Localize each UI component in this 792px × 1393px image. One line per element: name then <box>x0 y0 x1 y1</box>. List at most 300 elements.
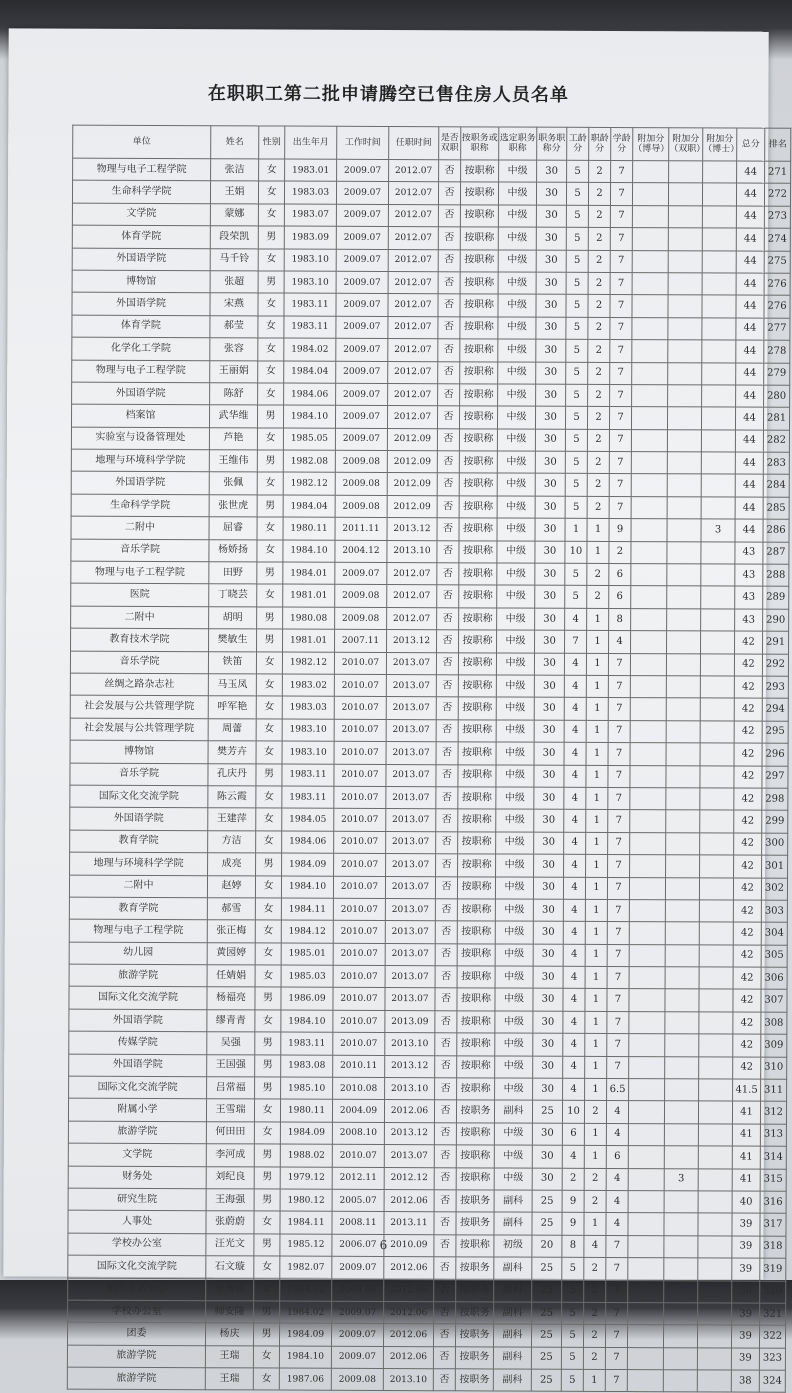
table-cell: 女 <box>258 338 284 361</box>
table-cell: 否 <box>438 361 460 383</box>
table-cell: 30 <box>533 877 563 900</box>
table-cell <box>667 609 701 632</box>
table-cell: 国际文化交流学院 <box>68 1255 206 1278</box>
table-cell: 按职称 <box>458 832 496 855</box>
table-cell: 4 <box>563 877 585 899</box>
table-cell: 4 <box>564 675 586 697</box>
table-cell: 1984.10 <box>283 540 335 563</box>
table-cell: 中级 <box>497 473 535 496</box>
table-cell: 1983.08 <box>281 1055 333 1078</box>
table-cell: 否 <box>439 160 461 182</box>
table-cell: 30 <box>534 809 564 832</box>
table-cell: 42 <box>734 654 762 677</box>
table-cell: 2 <box>588 183 610 205</box>
table-cell: 物理与电子工程学院 <box>71 561 209 584</box>
table-cell: 副科 <box>494 1302 532 1325</box>
table-cell: 中级 <box>495 876 533 899</box>
table-cell: 30 <box>533 1056 563 1079</box>
table-cell: 7 <box>607 922 629 944</box>
table-cell: 按职称 <box>456 1145 494 1168</box>
table-cell: 中级 <box>495 1056 533 1079</box>
table-cell: 1985.05 <box>283 428 335 451</box>
table-cell: 生命科学学院 <box>71 494 209 517</box>
table-cell: 2013.12 <box>387 518 437 541</box>
table-cell <box>630 810 666 833</box>
table-cell: 44 <box>736 228 764 251</box>
table-cell: 30 <box>535 429 565 452</box>
table-cell <box>628 1191 664 1214</box>
table-cell: 1 <box>586 720 608 742</box>
table-cell: 7 <box>610 317 632 339</box>
table-cell: 2012.09 <box>387 473 437 496</box>
table-cell: 7 <box>606 1280 628 1302</box>
table-cell <box>664 1124 698 1147</box>
table-cell: 7 <box>607 989 629 1011</box>
table-cell: 体育学院 <box>72 315 210 338</box>
table-cell: 9 <box>609 519 631 541</box>
table-cell: 男 <box>257 629 283 652</box>
table-cell: 303 <box>761 900 787 923</box>
table-cell <box>667 519 701 542</box>
table-cell: 国际文化交流学院 <box>69 987 207 1010</box>
table-cell: 陈云霞 <box>208 786 256 809</box>
table-cell: 30 <box>533 1078 563 1101</box>
table-cell: 7 <box>605 1325 627 1347</box>
table-cell: 丁晓芸 <box>209 584 257 607</box>
table-cell: 9 <box>562 1213 584 1235</box>
table-cell: 4 <box>564 832 586 854</box>
table-cell <box>699 922 733 945</box>
table-cell: 1 <box>585 989 607 1011</box>
table-cell: 国际文化交流学院 <box>70 785 208 808</box>
table-cell: 7 <box>607 1056 629 1078</box>
column-header: 性别 <box>259 126 285 159</box>
table-cell: 中级 <box>496 675 534 698</box>
table-cell: 1 <box>583 1369 605 1391</box>
table-cell: 7 <box>610 362 632 384</box>
table-cell: 中级 <box>498 227 536 250</box>
table-cell <box>629 967 665 990</box>
table-cell: 285 <box>763 497 789 520</box>
table-cell: 30 <box>533 1011 563 1034</box>
table-cell: 7 <box>607 877 629 899</box>
table-cell: 42 <box>734 810 762 833</box>
table-cell: 4 <box>563 1078 585 1100</box>
table-cell: 317 <box>760 1213 786 1236</box>
table-row <box>71 404 789 430</box>
column-header: 附加分（双职） <box>669 128 703 161</box>
column-header: 工龄分 <box>567 127 589 160</box>
table-cell <box>627 1370 663 1393</box>
table-cell: 4 <box>563 1034 585 1056</box>
table-cell: 7 <box>608 832 630 854</box>
table-cell: 按职务 <box>455 1324 493 1347</box>
table-cell: 女 <box>256 831 282 854</box>
table-cell: 41 <box>732 1169 760 1192</box>
table-cell: 否 <box>437 540 459 562</box>
table-cell: 王建萍 <box>208 808 256 831</box>
table-cell: 1 <box>587 608 609 630</box>
table-cell: 1 <box>587 541 609 563</box>
table-cell: 按职称 <box>459 540 497 563</box>
table-cell: 2 <box>588 272 610 294</box>
table-cell: 2010.07 <box>333 921 385 944</box>
table-cell: 按职称 <box>458 675 496 698</box>
table-cell: 否 <box>436 697 458 719</box>
table-cell: 按职称 <box>459 496 497 519</box>
table-cell: 中级 <box>495 988 533 1011</box>
table-cell: 1984.05 <box>282 808 334 831</box>
table-cell <box>703 161 737 184</box>
table-cell: 按职称 <box>458 697 496 720</box>
table-row <box>68 1166 786 1192</box>
table-cell: 体育学院 <box>72 225 210 248</box>
table-cell <box>666 743 700 766</box>
table-cell: 301 <box>762 855 788 878</box>
table-cell: 8 <box>609 608 631 630</box>
table-cell: 2004.09 <box>332 1100 384 1123</box>
table-cell: 刘纪良 <box>206 1166 254 1189</box>
table-cell: 女 <box>254 1256 280 1279</box>
table-cell: 274 <box>764 228 790 251</box>
table-cell: 42 <box>733 1012 761 1035</box>
table-cell: 2 <box>584 1280 606 1302</box>
table-cell: 否 <box>436 764 458 786</box>
table-row <box>72 315 790 341</box>
table-cell: 7 <box>610 384 632 406</box>
table-cell: 5 <box>561 1369 583 1391</box>
table-cell: 277 <box>764 318 790 341</box>
table-cell: 30 <box>534 720 564 743</box>
table-cell: 按职称 <box>456 1167 494 1190</box>
table-cell: 否 <box>434 1257 456 1279</box>
table-cell: 7 <box>610 272 632 294</box>
table-cell <box>631 631 667 654</box>
table-row <box>68 1099 786 1125</box>
table-cell: 田野 <box>209 562 257 585</box>
table-cell: 2012.07 <box>387 406 437 429</box>
table-cell: 中级 <box>498 317 536 340</box>
table-cell: 39 <box>732 1258 760 1281</box>
table-cell: 7 <box>605 1347 627 1369</box>
table-cell <box>668 250 702 273</box>
table-cell: 任婧娟 <box>207 965 255 988</box>
table-cell: 1988.02 <box>280 1144 332 1167</box>
table-cell: 1 <box>586 832 608 854</box>
table-cell <box>631 608 667 631</box>
table-cell: 30 <box>535 586 565 609</box>
table-cell: 293 <box>762 676 788 699</box>
table-cell <box>701 564 735 587</box>
table-cell: 2 <box>587 563 609 585</box>
table-cell: 2009.07 <box>337 159 389 182</box>
table-cell: 否 <box>436 719 458 741</box>
table-row <box>68 1121 786 1147</box>
table-cell: 1 <box>585 1056 607 1078</box>
table-cell: 1983.11 <box>281 1032 333 1055</box>
table-cell: 外国语学院 <box>72 382 210 405</box>
table-cell: 2010.07 <box>334 697 386 720</box>
table-cell: 音乐学院 <box>70 651 208 674</box>
table-cell <box>697 1325 731 1348</box>
table-cell <box>665 967 699 990</box>
table-cell: 按职称 <box>458 742 496 765</box>
table-cell: 蒙娜 <box>210 204 258 227</box>
table-cell: 按职称 <box>460 339 498 362</box>
table-cell: 4 <box>564 854 586 876</box>
table-cell: 否 <box>438 249 460 271</box>
table-cell: 女 <box>253 1368 279 1391</box>
column-header: 选定职务职称 <box>499 127 537 160</box>
table-cell: 42 <box>733 945 761 968</box>
table-cell <box>700 833 734 856</box>
table-cell: 物理与电子工程学院 <box>73 158 211 181</box>
table-cell: 4 <box>564 787 586 809</box>
table-cell: 30 <box>536 227 566 250</box>
table-cell: 2013.10 <box>383 1369 433 1392</box>
table-cell: 30 <box>533 966 563 989</box>
table-cell: 1983.01 <box>285 159 337 182</box>
table-cell: 1983.11 <box>284 316 336 339</box>
table-cell <box>663 1370 697 1393</box>
table-cell: 7 <box>607 944 629 966</box>
table-cell: 1984.01 <box>283 562 335 585</box>
table-cell: 2010.08 <box>333 1077 385 1100</box>
table-cell: 2013.07 <box>385 966 435 989</box>
table-cell: 1982.08 <box>283 450 335 473</box>
table-cell: 物理与电子工程学院 <box>69 919 207 942</box>
table-cell <box>668 183 702 206</box>
table-cell: 39 <box>731 1325 759 1348</box>
table-cell: 7 <box>608 675 630 697</box>
table-cell <box>666 720 700 743</box>
table-cell: 女 <box>255 1010 281 1033</box>
table-cell: 5 <box>566 205 588 227</box>
table-cell: 成亮 <box>208 853 256 876</box>
table-cell: 4 <box>584 1235 606 1257</box>
table-cell: 1 <box>585 1011 607 1033</box>
table-cell: 42 <box>733 1034 761 1057</box>
table-cell: 1984.10 <box>283 405 335 428</box>
table-cell: 否 <box>437 630 459 652</box>
table-cell: 2009.07 <box>336 294 388 317</box>
page-number: 6 <box>379 1237 388 1253</box>
table-cell: 5 <box>561 1347 583 1369</box>
table-cell: 30 <box>534 742 564 765</box>
table-cell: 张正梅 <box>207 920 255 943</box>
table-row <box>67 1367 785 1393</box>
table-cell: 25 <box>532 1101 562 1124</box>
table-cell: 4 <box>606 1123 628 1145</box>
table-cell: 2012.09 <box>387 451 437 474</box>
table-cell: 中级 <box>497 451 535 474</box>
table-cell: 2012.06 <box>383 1324 433 1347</box>
table-cell: 2010.07 <box>333 965 385 988</box>
table-cell <box>667 452 701 475</box>
table-cell: 师安隆 <box>206 1301 254 1324</box>
table-cell: 1982.07 <box>280 1256 332 1279</box>
table-cell: 按职称 <box>460 205 498 228</box>
table-cell: 按职称 <box>460 272 498 295</box>
table-cell: 否 <box>436 831 458 853</box>
table-cell: 按职称 <box>459 585 497 608</box>
table-cell: 1986.09 <box>281 987 333 1010</box>
table-cell: 男 <box>257 607 283 630</box>
table-cell: 2010.07 <box>333 876 385 899</box>
table-cell <box>666 788 700 811</box>
table-cell: 7 <box>607 967 629 989</box>
table-cell <box>698 1168 732 1191</box>
table-cell <box>630 788 666 811</box>
table-cell: 42 <box>733 922 761 945</box>
table-cell <box>628 1123 664 1146</box>
table-cell: 武华维 <box>209 405 257 428</box>
table-cell: 1983.07 <box>284 204 336 227</box>
table-cell: 5 <box>566 272 588 294</box>
table-cell: 2012.07 <box>388 204 438 227</box>
table-cell: 1984.09 <box>279 1323 331 1346</box>
table-cell <box>701 586 735 609</box>
table-cell <box>630 653 666 676</box>
table-cell: 中级 <box>496 832 534 855</box>
table-cell: 博物馆 <box>70 740 208 763</box>
table-cell: 2009.07 <box>336 249 388 272</box>
table-cell <box>664 1280 698 1303</box>
table-cell: 按职称 <box>459 451 497 474</box>
table-cell: 音乐学院 <box>70 763 208 786</box>
table-cell: 外国语学院 <box>69 1054 207 1077</box>
table-cell: 318 <box>760 1236 786 1259</box>
table-cell: 25 <box>532 1280 562 1303</box>
table-cell: 男 <box>253 1323 279 1346</box>
table-cell: 马玉凤 <box>208 674 256 697</box>
table-cell: 二附中 <box>71 516 209 539</box>
table-cell: 4 <box>563 989 585 1011</box>
table-cell: 5 <box>566 339 588 361</box>
table-cell: 9 <box>562 1190 584 1212</box>
table-row <box>69 1054 787 1080</box>
table-row <box>70 763 788 789</box>
table-cell: 女 <box>256 674 282 697</box>
table-cell <box>701 631 735 654</box>
table-cell: 文学院 <box>68 1143 206 1166</box>
table-cell: 1983.02 <box>282 674 334 697</box>
table-cell: 7 <box>608 720 630 742</box>
table-cell: 1980.11 <box>283 517 335 540</box>
table-cell: 2009.07 <box>336 361 388 384</box>
table-cell <box>668 228 702 251</box>
table-cell: 1 <box>586 810 608 832</box>
table-cell: 39 <box>731 1348 759 1371</box>
table-row <box>68 1143 786 1169</box>
table-cell: 30 <box>532 1145 562 1168</box>
table-cell: 幼儿园 <box>69 942 207 965</box>
table-cell: 旅游学院 <box>67 1345 205 1368</box>
table-cell: 5 <box>565 429 587 451</box>
table-cell: 5 <box>565 496 587 518</box>
table-cell <box>699 1012 733 1035</box>
table-cell: 4 <box>563 944 585 966</box>
table-cell: 2012.06 <box>384 1189 434 1212</box>
table-cell: 7 <box>607 1011 629 1033</box>
table-cell: 2010.07 <box>333 1010 385 1033</box>
table-cell: 278 <box>764 340 790 363</box>
table-cell <box>632 295 668 318</box>
table-cell: 323 <box>759 1348 785 1371</box>
table-cell: 男 <box>255 987 281 1010</box>
table-cell <box>667 564 701 587</box>
table-cell: 44 <box>735 474 763 497</box>
table-cell: 2012.11 <box>332 1167 384 1190</box>
table-cell: 芦艳 <box>209 427 257 450</box>
table-cell: 2010.07 <box>334 719 386 742</box>
table-row <box>70 740 788 766</box>
table-cell: 299 <box>762 810 788 833</box>
table-cell: 30 <box>535 451 565 474</box>
table-cell: 30 <box>532 1123 562 1146</box>
table-cell: 黄园婷 <box>207 942 255 965</box>
table-cell: 310 <box>761 1057 787 1080</box>
table-cell: 按职称 <box>458 720 496 743</box>
table-cell: 2012.07 <box>389 160 439 183</box>
table-cell: 否 <box>436 652 458 674</box>
table-cell: 282 <box>763 430 789 453</box>
table-cell: 7 <box>608 765 630 787</box>
table-cell: 按职务 <box>455 1347 493 1370</box>
table-cell: 方洁 <box>208 830 256 853</box>
table-cell: 中级 <box>494 1145 532 1168</box>
table-cell: 初级 <box>494 1235 532 1258</box>
table-cell: 2013.07 <box>386 652 436 675</box>
table-cell <box>702 318 736 341</box>
table-cell: 女 <box>254 1122 280 1145</box>
table-cell: 女 <box>259 159 285 182</box>
table-cell: 中级 <box>495 1078 533 1101</box>
table-cell: 否 <box>438 384 460 406</box>
table-cell: 42 <box>733 878 761 901</box>
table-cell: 人事处 <box>68 1210 206 1233</box>
table-cell: 20 <box>532 1235 562 1258</box>
table-cell <box>701 430 735 453</box>
table-cell: 否 <box>434 1167 456 1189</box>
table-cell: 7 <box>608 653 630 675</box>
table-cell: 樊敏生 <box>209 629 257 652</box>
table-cell: 按职务 <box>456 1302 494 1325</box>
table-cell: 2010.07 <box>334 652 386 675</box>
table-cell: 2012.07 <box>388 271 438 294</box>
table-cell: 316 <box>760 1191 786 1214</box>
table-cell <box>632 250 668 273</box>
table-cell: 周蕾 <box>208 718 256 741</box>
table-cell <box>666 698 700 721</box>
table-cell: 女 <box>256 696 282 719</box>
table-cell: 1984.09 <box>280 1122 332 1145</box>
table-cell: 女 <box>256 808 282 831</box>
table-cell: 311 <box>761 1079 787 1102</box>
table-cell: 5 <box>566 295 588 317</box>
table-cell: 按职称 <box>457 1055 495 1078</box>
table-cell: 2013.07 <box>385 898 435 921</box>
table-cell: 女 <box>258 383 284 406</box>
table-row <box>71 584 789 610</box>
table-cell: 杨娇扬 <box>209 539 257 562</box>
table-cell: 按职称 <box>460 294 498 317</box>
table-cell <box>668 385 702 408</box>
table-cell: 309 <box>761 1034 787 1057</box>
table-cell: 女 <box>255 965 281 988</box>
table-cell: 10 <box>562 1101 584 1123</box>
table-cell: 30 <box>536 294 566 317</box>
